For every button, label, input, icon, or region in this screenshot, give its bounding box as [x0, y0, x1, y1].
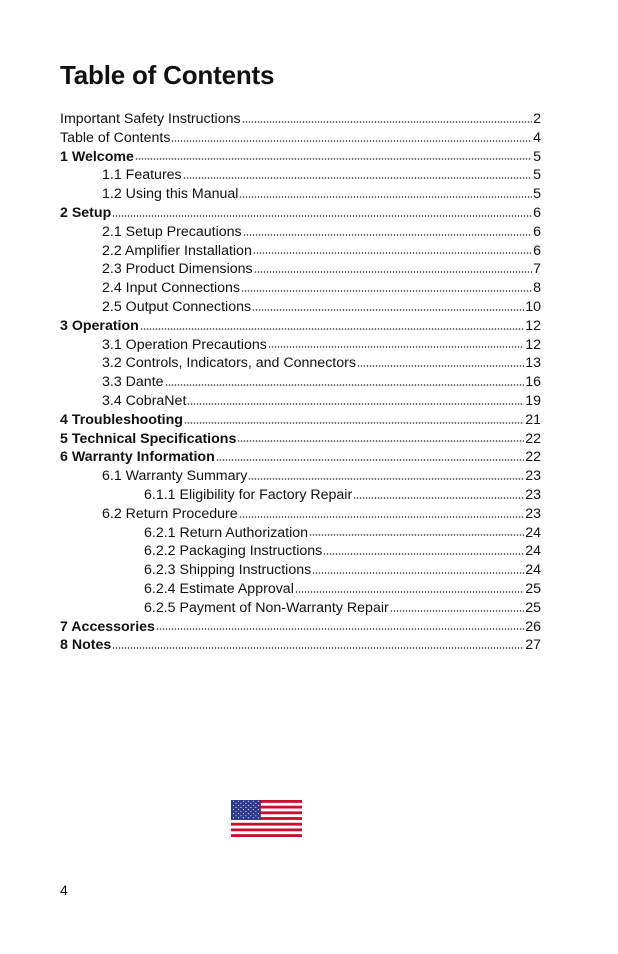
toc-entry-page: 22	[525, 430, 541, 447]
dot-leader	[309, 534, 524, 536]
toc-entry-title: 6.2.4 Estimate Approval	[144, 580, 294, 597]
toc-entry[interactable]	[60, 166, 541, 185]
toc-entry[interactable]	[60, 298, 541, 317]
toc-entry-page: 6	[533, 242, 541, 259]
toc-entry-page: 8	[533, 280, 541, 297]
toc-entry-title: 2 Setup	[60, 204, 112, 221]
toc-entry-title: Table of Contents	[60, 129, 171, 146]
toc-entry-page: 5	[533, 186, 541, 203]
page-number: 4	[60, 882, 68, 898]
toc-entry-title: 2.5 Output Connections	[102, 298, 252, 315]
toc-entry[interactable]	[60, 110, 541, 129]
toc-entry-page: 24	[525, 562, 541, 579]
toc-entry-title: 3.3 Dante	[102, 374, 164, 391]
toc-entry-page: 12	[525, 336, 541, 353]
dot-leader	[242, 121, 533, 123]
toc-entry-title: 1 Welcome	[60, 148, 134, 165]
toc-entry[interactable]	[60, 561, 541, 580]
dot-leader	[254, 271, 532, 273]
toc-entry-title: 6.2.1 Return Authorization	[144, 524, 309, 541]
dot-leader	[239, 516, 525, 518]
toc-entry-page: 24	[525, 543, 541, 560]
toc-entry[interactable]	[60, 185, 541, 204]
dot-leader	[239, 196, 532, 198]
toc-entry[interactable]	[60, 392, 541, 411]
toc-entry[interactable]	[60, 430, 541, 449]
toc-entry-title: 6.1 Warranty Summary	[102, 468, 248, 485]
dot-leader	[252, 309, 524, 311]
toc-entry[interactable]	[60, 354, 541, 373]
toc-entry[interactable]	[60, 148, 541, 167]
toc-entry-title: 3.2 Controls, Indicators, and Connectors	[102, 355, 356, 372]
dot-leader	[171, 140, 532, 142]
dot-leader	[268, 346, 524, 348]
toc-entry-title: 2.2 Amplifier Installation	[102, 242, 252, 259]
toc-entry[interactable]	[60, 223, 541, 242]
dot-leader	[216, 459, 524, 461]
toc-entry-page: 19	[525, 392, 541, 409]
toc-entry[interactable]	[60, 618, 541, 637]
toc-entry-title: 6.2 Return Procedure	[102, 505, 238, 522]
toc-entry-title: 2.4 Input Connections	[102, 280, 241, 297]
toc-entry-title: 2.3 Product Dimensions	[102, 261, 253, 278]
dot-leader	[140, 328, 524, 330]
toc-entry-title: 8 Notes	[60, 637, 112, 654]
toc-entry-title: 2.1 Setup Precautions	[102, 223, 242, 240]
toc-entry-page: 2	[533, 111, 541, 127]
toc-entry-page: 6	[533, 204, 541, 221]
dot-leader	[184, 422, 524, 424]
toc-entry-page: 7	[533, 261, 541, 278]
toc-entry[interactable]	[60, 373, 541, 392]
us-flag-icon	[231, 800, 302, 837]
dot-leader	[253, 252, 532, 254]
toc-entry-title: 3.4 CobraNet	[102, 392, 187, 409]
toc-entry-title: 6.1.1 Eligibility for Factory Repair	[144, 486, 353, 503]
toc-entry[interactable]	[60, 542, 541, 561]
dot-leader	[357, 365, 524, 367]
toc-entry[interactable]	[60, 486, 541, 505]
toc-entry-page: 24	[525, 524, 541, 541]
toc-entry[interactable]	[60, 129, 541, 148]
page-title: Table of Contents	[60, 60, 275, 90]
toc-entry-page: 22	[525, 449, 541, 466]
toc-entry-page: 27	[525, 637, 541, 654]
toc-entry-page: 10	[525, 298, 541, 315]
dot-leader	[165, 384, 525, 386]
toc-entry[interactable]	[60, 505, 541, 524]
dot-leader	[248, 478, 524, 480]
toc-entry-title: 6 Warranty Information	[60, 449, 215, 466]
toc-entry-page: 23	[525, 468, 541, 485]
toc-entry-title: Important Safety Instructions	[60, 111, 241, 127]
dot-leader	[156, 628, 524, 630]
toc-entry-page: 16	[525, 374, 541, 391]
toc-entry-title: 1.2 Using this Manual	[102, 186, 239, 203]
dot-leader	[187, 403, 524, 405]
toc-entry-page: 25	[525, 599, 541, 616]
toc-entry-title: 7 Accessories	[60, 618, 155, 635]
dot-leader	[390, 610, 525, 612]
toc-entry-page: 23	[525, 505, 541, 522]
toc-entry-title: 5 Technical Specifications	[60, 430, 237, 447]
dot-leader	[183, 177, 532, 179]
toc-entry[interactable]	[60, 317, 541, 336]
toc-entry[interactable]	[60, 580, 541, 599]
toc-entry-page: 4	[533, 129, 541, 146]
toc-entry-page: 5	[533, 167, 541, 184]
toc-entry-page: 25	[525, 580, 541, 597]
dot-leader	[112, 647, 524, 649]
dot-leader	[353, 497, 524, 499]
toc-entry[interactable]	[60, 599, 541, 618]
toc-entry-page: 13	[525, 355, 541, 372]
toc-entry[interactable]	[60, 279, 541, 298]
toc-entry-title: 6.2.5 Payment of Non-Warranty Repair	[144, 599, 389, 616]
toc-entry[interactable]	[60, 260, 541, 279]
toc-entry-title: 1.1 Features	[102, 167, 182, 184]
toc-entry-page: 12	[525, 317, 541, 334]
toc-entry[interactable]	[60, 204, 541, 223]
toc-entry[interactable]	[60, 411, 541, 430]
dot-leader	[112, 215, 532, 217]
toc-entry-title: 3 Operation	[60, 317, 139, 334]
toc-entry[interactable]	[60, 242, 541, 261]
table-of-contents	[60, 110, 541, 655]
dot-leader	[295, 591, 524, 593]
toc-entry[interactable]	[60, 467, 541, 486]
dot-leader	[312, 572, 524, 574]
toc-entry-title: 4 Troubleshooting	[60, 411, 183, 428]
dot-leader	[237, 440, 524, 442]
toc-entry[interactable]	[60, 524, 541, 543]
toc-entry-title: 3.1 Operation Precautions	[102, 336, 267, 353]
dot-leader	[135, 158, 532, 160]
toc-entry-title: 6.2.3 Shipping Instructions	[144, 562, 312, 579]
dot-leader	[323, 553, 524, 555]
toc-entry[interactable]	[60, 636, 541, 655]
toc-entry-page: 26	[525, 618, 541, 635]
toc-entry[interactable]	[60, 448, 541, 467]
toc-entry-title: 6.2.2 Packaging Instructions	[144, 543, 323, 560]
toc-entry-page: 5	[533, 148, 541, 165]
toc-entry-page: 21	[525, 411, 541, 428]
toc-entry[interactable]	[60, 336, 541, 355]
dot-leader	[243, 234, 533, 236]
toc-entry-page: 6	[533, 223, 541, 240]
toc-entry-page: 23	[525, 486, 541, 503]
dot-leader	[241, 290, 532, 292]
